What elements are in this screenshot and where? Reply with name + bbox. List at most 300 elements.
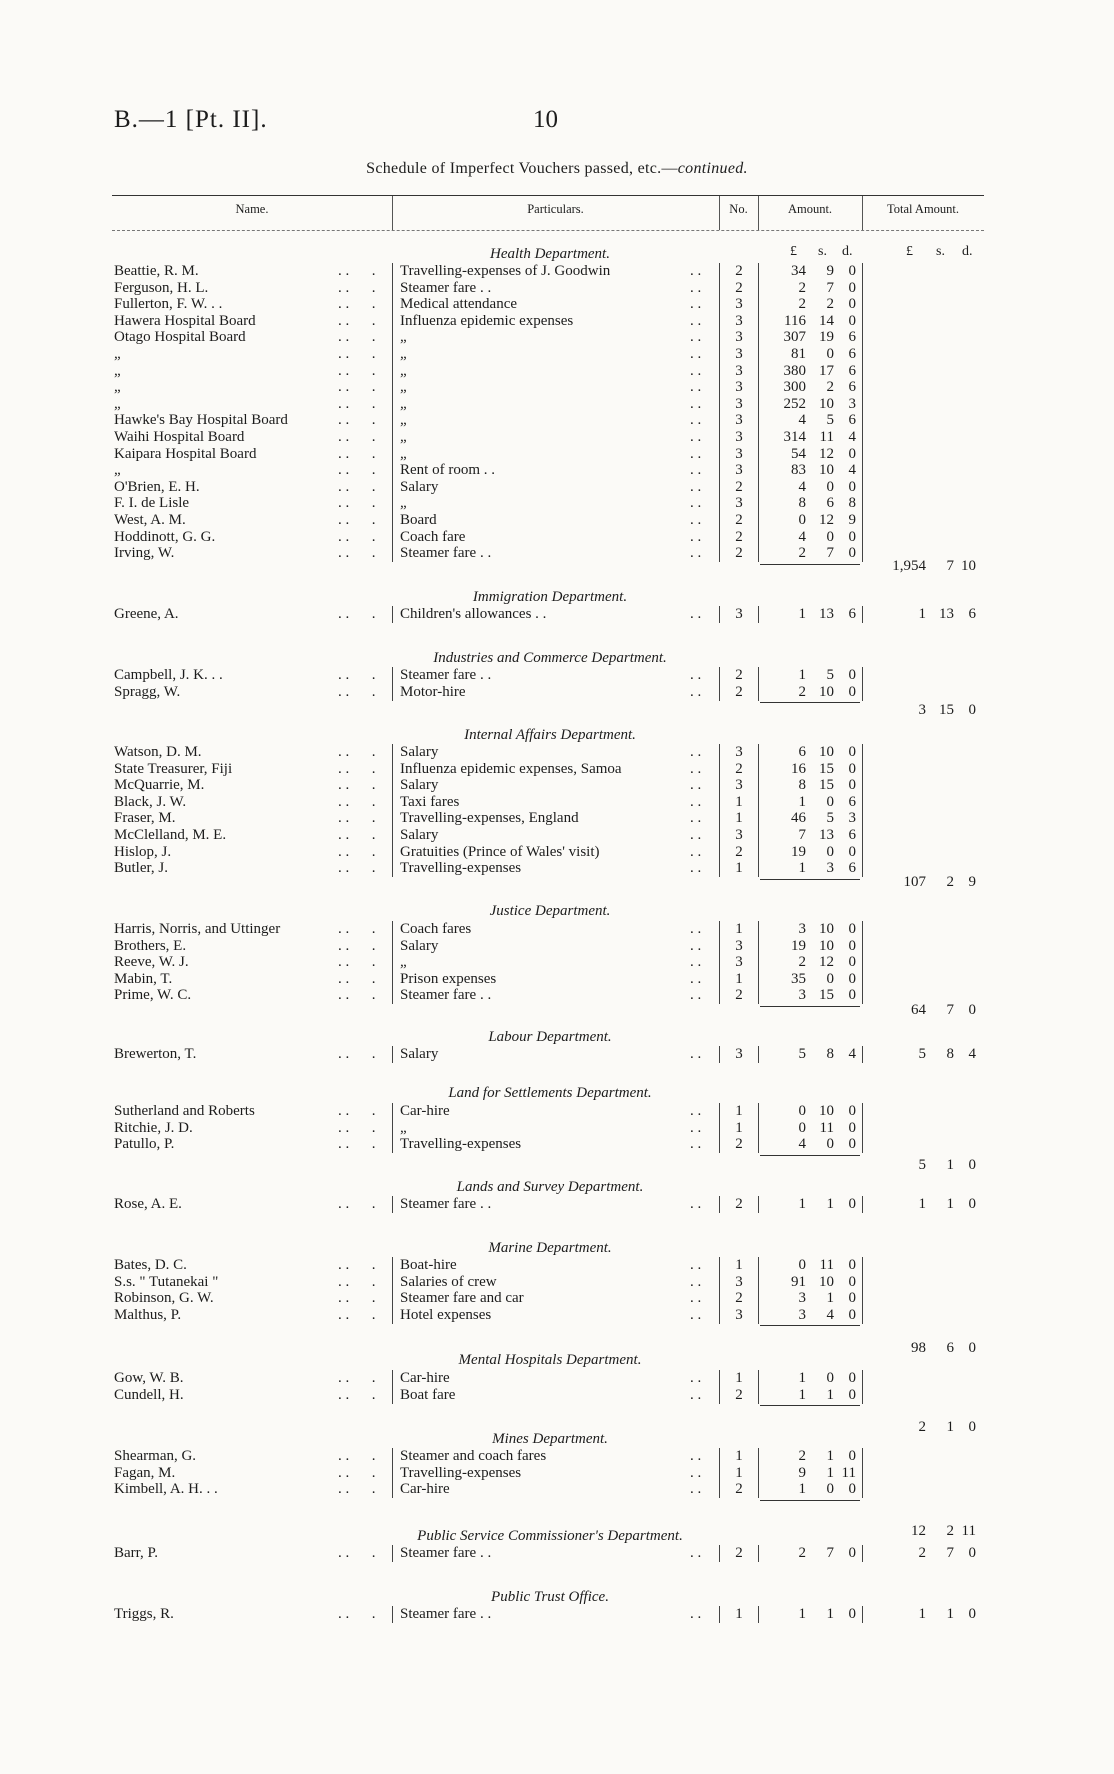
col-rule: [758, 684, 759, 701]
amount-pence: 0: [848, 1386, 856, 1403]
col-rule: [392, 1307, 393, 1324]
particulars: „: [400, 362, 407, 379]
voucher-count: 3: [735, 329, 743, 346]
leader-dots: [338, 529, 378, 546]
total-pounds: 107: [903, 874, 926, 890]
amount-pence: 4: [848, 429, 856, 445]
particulars: Salary: [400, 744, 439, 760]
amount-shillings: 2: [826, 379, 834, 396]
leader-dots: [690, 495, 701, 512]
col-rule: [719, 938, 720, 955]
amount-pounds: 0: [798, 1257, 806, 1273]
col-rule: [758, 446, 759, 463]
section-total: [0, 1196, 1114, 1213]
amount-shillings: 10: [819, 744, 834, 760]
leader-dots: [690, 462, 701, 479]
col-rule: [862, 313, 863, 330]
particulars: „: [400, 395, 407, 412]
col-separator: [862, 196, 863, 230]
amount-pounds: 91: [791, 1273, 806, 1290]
table-row: [0, 1387, 1114, 1404]
amount-shillings: 5: [826, 667, 834, 683]
col-rule: [862, 761, 863, 778]
voucher-count: 1: [735, 1464, 743, 1481]
col-rule: [758, 1274, 759, 1291]
amount-pounds: 1: [798, 606, 806, 622]
col-rule: [862, 684, 863, 701]
section-total: [0, 1545, 1114, 1562]
voucher-count: 1: [735, 1257, 743, 1273]
total-shillings: 6: [946, 1340, 954, 1356]
leader-dots: [338, 1274, 378, 1291]
table-top-rule: [112, 195, 984, 196]
voucher-count: 3: [735, 395, 743, 412]
amount-pounds: 0: [798, 1103, 806, 1119]
col-rule: [719, 1290, 720, 1307]
col-rule: [862, 921, 863, 938]
voucher-count: 1: [735, 810, 743, 827]
table-row: [0, 938, 1114, 955]
amount-pounds: 3: [798, 987, 806, 1004]
col-rule: [862, 1136, 863, 1153]
col-rule: [392, 1274, 393, 1291]
amount-pounds: 1: [798, 1606, 806, 1622]
col-rule: [392, 971, 393, 988]
total-shillings-unit: s.: [936, 244, 945, 259]
col-rule: [862, 479, 863, 496]
col-rule: [719, 794, 720, 811]
particulars: „: [400, 495, 407, 512]
total-pence: 0: [968, 1157, 976, 1173]
table-row: [0, 346, 1114, 363]
col-rule: [719, 1465, 720, 1482]
voucher-count: 3: [735, 462, 743, 479]
total-pence: 0: [968, 1419, 976, 1435]
voucher-count: 2: [735, 279, 743, 296]
voucher-count: 2: [735, 1386, 743, 1403]
amount-pounds: 1: [798, 1370, 806, 1386]
col-rule: [392, 1290, 393, 1307]
col-rule: [392, 412, 393, 429]
leader-dots: [338, 794, 378, 811]
particulars: Boat fare: [400, 1386, 456, 1403]
col-rule: [392, 1120, 393, 1137]
particulars: Coach fares: [400, 921, 472, 937]
col-rule: [719, 280, 720, 297]
payee-name: Barr, P.: [114, 1545, 158, 1561]
col-rule: [862, 744, 863, 761]
col-rule: [392, 446, 393, 463]
table-row: [0, 1274, 1114, 1291]
voucher-count: 3: [735, 827, 743, 843]
col-rule: [862, 1290, 863, 1307]
col-rule: [392, 954, 393, 971]
voucher-count: 2: [735, 1545, 743, 1561]
voucher-count: 3: [735, 379, 743, 396]
leader-dots: [690, 529, 701, 546]
leader-dots: [690, 827, 701, 844]
table-row: [0, 744, 1114, 761]
voucher-count: 2: [735, 987, 743, 1004]
table-header-rule: [112, 230, 984, 231]
amount-pence: 0: [848, 1370, 856, 1386]
col-rule: [392, 1103, 393, 1120]
voucher-count: 3: [735, 495, 743, 512]
col-rule: [758, 1465, 759, 1482]
amount-shillings: 0: [826, 346, 834, 362]
leader-dots: [690, 280, 701, 297]
col-rule: [392, 744, 393, 761]
col-rule: [758, 1103, 759, 1120]
amount-pence: 0: [848, 445, 856, 462]
amount-pence: 6: [848, 860, 856, 877]
amount-pounds: 4: [798, 412, 806, 429]
amount-pounds: 9: [798, 1464, 806, 1481]
col-rule: [862, 1481, 863, 1498]
amount-pence: 0: [848, 970, 856, 987]
total-pounds: 5: [918, 1157, 926, 1173]
col-rule: [758, 346, 759, 363]
col-rule: [719, 777, 720, 794]
amount-pence: 0: [848, 279, 856, 296]
amount-pence: 0: [848, 1290, 856, 1307]
total-shillings: 1: [946, 1196, 954, 1212]
col-rule: [719, 1257, 720, 1274]
leader-dots: [338, 396, 378, 413]
payee-name: Harris, Norris, and Uttinger: [114, 921, 281, 937]
particulars: „: [400, 412, 407, 429]
amount-shillings: 1: [826, 1290, 834, 1307]
col-rule: [392, 684, 393, 701]
amount-shillings: 12: [819, 512, 834, 528]
particulars: Boat-hire: [400, 1257, 457, 1273]
particulars: Salaries of crew: [400, 1273, 497, 1290]
voucher-count: 2: [735, 667, 743, 683]
col-rule: [392, 529, 393, 546]
col-rule: [862, 363, 863, 380]
col-rule: [862, 512, 863, 529]
amount-pounds: 2: [798, 1545, 806, 1561]
col-rule: [719, 1274, 720, 1291]
voucher-count: 2: [735, 1481, 743, 1498]
particulars: Coach fare: [400, 528, 466, 545]
table-row: [0, 1257, 1114, 1274]
col-rule: [719, 412, 720, 429]
section-title: Land for Settlements Department.: [448, 1085, 652, 1101]
amount-pence: 0: [848, 1306, 856, 1323]
amount-pounds: 8: [798, 495, 806, 512]
amount-shillings: 1: [826, 1386, 834, 1403]
col-rule: [392, 921, 393, 938]
voucher-count: 1: [735, 1370, 743, 1386]
section-title: Public Service Commissioner's Department.: [417, 1528, 683, 1544]
amount-pounds-unit: £: [790, 244, 797, 259]
table-row: [0, 512, 1114, 529]
col-rule: [862, 396, 863, 413]
section-title: Mines Department.: [492, 1431, 608, 1447]
col-rule: [862, 971, 863, 988]
col-rule: [719, 744, 720, 761]
payee-name: Fraser, M.: [114, 810, 176, 827]
payee-name: Kaipara Hospital Board: [114, 445, 257, 462]
amount-shillings: 2: [826, 296, 834, 313]
col-rule: [862, 810, 863, 827]
payee-name: Kimbell, A. H. . .: [114, 1481, 218, 1498]
particulars: Car-hire: [400, 1370, 450, 1386]
total-pounds-unit: £: [906, 244, 913, 259]
amount-pounds: 314: [783, 429, 806, 445]
col-rule: [719, 529, 720, 546]
amount-pence: 6: [848, 362, 856, 379]
leader-dots: [338, 777, 378, 794]
leader-dots: [690, 1290, 701, 1307]
total-pence: 0: [968, 1340, 976, 1356]
particulars: Salary: [400, 937, 439, 954]
col-rule: [392, 1481, 393, 1498]
page-header-ref: B.—1 [Pt. II].: [114, 106, 268, 133]
amount-pounds: 6: [798, 744, 806, 760]
total-pounds: 1,954: [892, 558, 926, 574]
particulars: Car-hire: [400, 1481, 450, 1498]
col-rule: [758, 313, 759, 330]
amount-pence: 0: [848, 954, 856, 971]
col-rule: [719, 446, 720, 463]
total-pounds: 1: [918, 606, 926, 622]
payee-name: McClelland, M. E.: [114, 827, 227, 843]
payee-name: Brothers, E.: [114, 937, 187, 954]
amount-pounds: 81: [791, 346, 806, 362]
payee-name: Cundell, H.: [114, 1386, 184, 1403]
total-pounds: 12: [911, 1523, 926, 1539]
total-pence: 0: [968, 1545, 976, 1561]
table-row: [0, 429, 1114, 446]
col-rule: [719, 429, 720, 446]
table-row: [0, 313, 1114, 330]
payee-name: Triggs, R.: [114, 1606, 174, 1622]
leader-dots: [338, 512, 378, 529]
col-rule: [758, 1136, 759, 1153]
amount-pence: 6: [848, 606, 856, 622]
particulars: „: [400, 954, 407, 971]
voucher-count: 3: [735, 606, 743, 622]
amount-shillings: 0: [826, 478, 834, 495]
particulars: Travelling-expenses: [400, 1136, 522, 1153]
col-rule: [392, 667, 393, 684]
col-rule: [758, 329, 759, 346]
voucher-count: 1: [735, 970, 743, 987]
col-rule: [719, 479, 720, 496]
subtotal-rule: [760, 1155, 860, 1156]
particulars: Steamer fare . .: [400, 1545, 492, 1561]
leader-dots: [338, 667, 378, 684]
particulars: Gratuities (Prince of Wales' visit): [400, 843, 600, 860]
leader-dots: [338, 954, 378, 971]
amount-pounds: 116: [784, 312, 806, 329]
col-rule: [719, 313, 720, 330]
payee-name: Beattie, R. M.: [114, 263, 199, 279]
col-rule: [758, 777, 759, 794]
payee-name: Spragg, W.: [114, 683, 181, 700]
col-rule: [719, 1481, 720, 1498]
col-rule: [719, 329, 720, 346]
voucher-count: 2: [735, 263, 743, 279]
amount-pence: 0: [848, 667, 856, 683]
leader-dots: [338, 313, 378, 330]
amount-pounds: 0: [798, 1119, 806, 1136]
leader-dots: [690, 1257, 701, 1274]
payee-name: Ritchie, J. D.: [114, 1119, 193, 1136]
col-rule: [758, 529, 759, 546]
amount-pence: 0: [848, 478, 856, 495]
leader-dots: [338, 363, 378, 380]
particulars: Hotel expenses: [400, 1306, 492, 1323]
col-rule: [862, 529, 863, 546]
amount-pence: 0: [848, 1119, 856, 1136]
leader-dots: [690, 446, 701, 463]
particulars: Travelling-expenses: [400, 1464, 522, 1481]
col-rule: [758, 512, 759, 529]
amount-shillings: 7: [826, 279, 834, 296]
voucher-count: 2: [735, 760, 743, 777]
payee-name: F. I. de Lisle: [114, 495, 190, 512]
amount-shillings: 0: [826, 1136, 834, 1153]
payee-name: Irving, W.: [114, 545, 175, 562]
amount-pounds: 300: [783, 379, 806, 396]
col-rule: [392, 1448, 393, 1465]
section-total: [0, 874, 1114, 891]
col-rule: [392, 495, 393, 512]
particulars: Steamer fare . .: [400, 667, 492, 683]
particulars: Influenza epidemic expenses, Samoa: [400, 760, 622, 777]
col-rule: [758, 667, 759, 684]
table-row: [0, 777, 1114, 794]
particulars: Steamer fare . .: [400, 545, 492, 562]
amount-pence: 0: [848, 683, 856, 700]
leader-dots: [338, 921, 378, 938]
amount-pence: 0: [848, 937, 856, 954]
table-row: [0, 1120, 1114, 1137]
col-rule: [862, 667, 863, 684]
total-pounds: 98: [911, 1340, 926, 1356]
total-shillings: 1: [946, 1157, 954, 1173]
leader-dots: [690, 263, 701, 280]
leader-dots: [338, 446, 378, 463]
col-rule: [758, 280, 759, 297]
voucher-count: 1: [735, 921, 743, 937]
amount-pence: 6: [848, 793, 856, 810]
leader-dots: [690, 1387, 701, 1404]
amount-shillings: 10: [819, 1103, 834, 1119]
table-row: [0, 1136, 1114, 1153]
total-pence: 0: [968, 1002, 976, 1018]
col-rule: [758, 810, 759, 827]
amount-pounds: 4: [798, 478, 806, 495]
col-rule: [862, 462, 863, 479]
amount-pence: 0: [848, 777, 856, 794]
payee-name: Otago Hospital Board: [114, 329, 246, 346]
leader-dots: [690, 971, 701, 988]
col-rule: [862, 938, 863, 955]
col-header-no: No.: [729, 202, 748, 216]
amount-pence: 6: [848, 346, 856, 362]
leader-dots: [690, 1448, 701, 1465]
leader-dots: [690, 1120, 701, 1137]
amount-shillings: 10: [819, 921, 834, 937]
payee-name: „: [114, 362, 121, 379]
col-rule: [758, 744, 759, 761]
voucher-count: 1: [735, 860, 743, 877]
particulars: Steamer fare . .: [400, 279, 492, 296]
amount-pounds: 34: [791, 263, 806, 279]
leader-dots: [690, 667, 701, 684]
col-rule: [758, 971, 759, 988]
amount-pence: 3: [848, 810, 856, 827]
col-rule: [392, 363, 393, 380]
amount-shillings: 15: [819, 760, 834, 777]
payee-name: Brewerton, T.: [114, 1046, 197, 1062]
voucher-count: 3: [735, 312, 743, 329]
voucher-count: 2: [735, 478, 743, 495]
section-title: Labour Department.: [488, 1029, 612, 1045]
payee-name: „: [114, 346, 121, 362]
col-rule: [392, 1370, 393, 1387]
col-rule: [758, 479, 759, 496]
col-rule: [758, 429, 759, 446]
voucher-count: 1: [735, 793, 743, 810]
leader-dots: [338, 1307, 378, 1324]
amount-shillings: 1: [826, 1448, 834, 1464]
col-rule: [719, 1387, 720, 1404]
table-row: [0, 296, 1114, 313]
voucher-count: 3: [735, 1273, 743, 1290]
col-rule: [862, 1370, 863, 1387]
amount-pounds: 2: [798, 954, 806, 971]
amount-shillings: 0: [826, 793, 834, 810]
payee-name: Watson, D. M.: [114, 744, 202, 760]
leader-dots: [338, 1290, 378, 1307]
amount-pounds: 1: [798, 1386, 806, 1403]
amount-pounds: 3: [798, 1290, 806, 1307]
amount-shillings: 11: [819, 429, 834, 445]
col-rule: [719, 495, 720, 512]
leader-dots: [690, 379, 701, 396]
amount-pence: 0: [848, 744, 856, 760]
amount-pounds: 3: [798, 1306, 806, 1323]
amount-shillings: 19: [819, 329, 834, 346]
table-row: [0, 446, 1114, 463]
col-rule: [392, 313, 393, 330]
leader-dots: [690, 296, 701, 313]
amount-shillings: 10: [819, 937, 834, 954]
col-rule: [719, 1103, 720, 1120]
payee-name: Hawera Hospital Board: [114, 312, 256, 329]
amount-shillings: 0: [826, 1370, 834, 1386]
col-rule: [758, 1307, 759, 1324]
col-rule: [862, 777, 863, 794]
voucher-count: 3: [735, 744, 743, 760]
col-rule: [392, 396, 393, 413]
voucher-count: 3: [735, 296, 743, 313]
table-row: [0, 844, 1114, 861]
col-rule: [862, 429, 863, 446]
particulars: Car-hire: [400, 1103, 450, 1119]
payee-name: Patullo, P.: [114, 1136, 175, 1153]
leader-dots: [690, 313, 701, 330]
col-rule: [719, 684, 720, 701]
table-row: [0, 479, 1114, 496]
col-rule: [862, 296, 863, 313]
voucher-count: 3: [735, 429, 743, 445]
